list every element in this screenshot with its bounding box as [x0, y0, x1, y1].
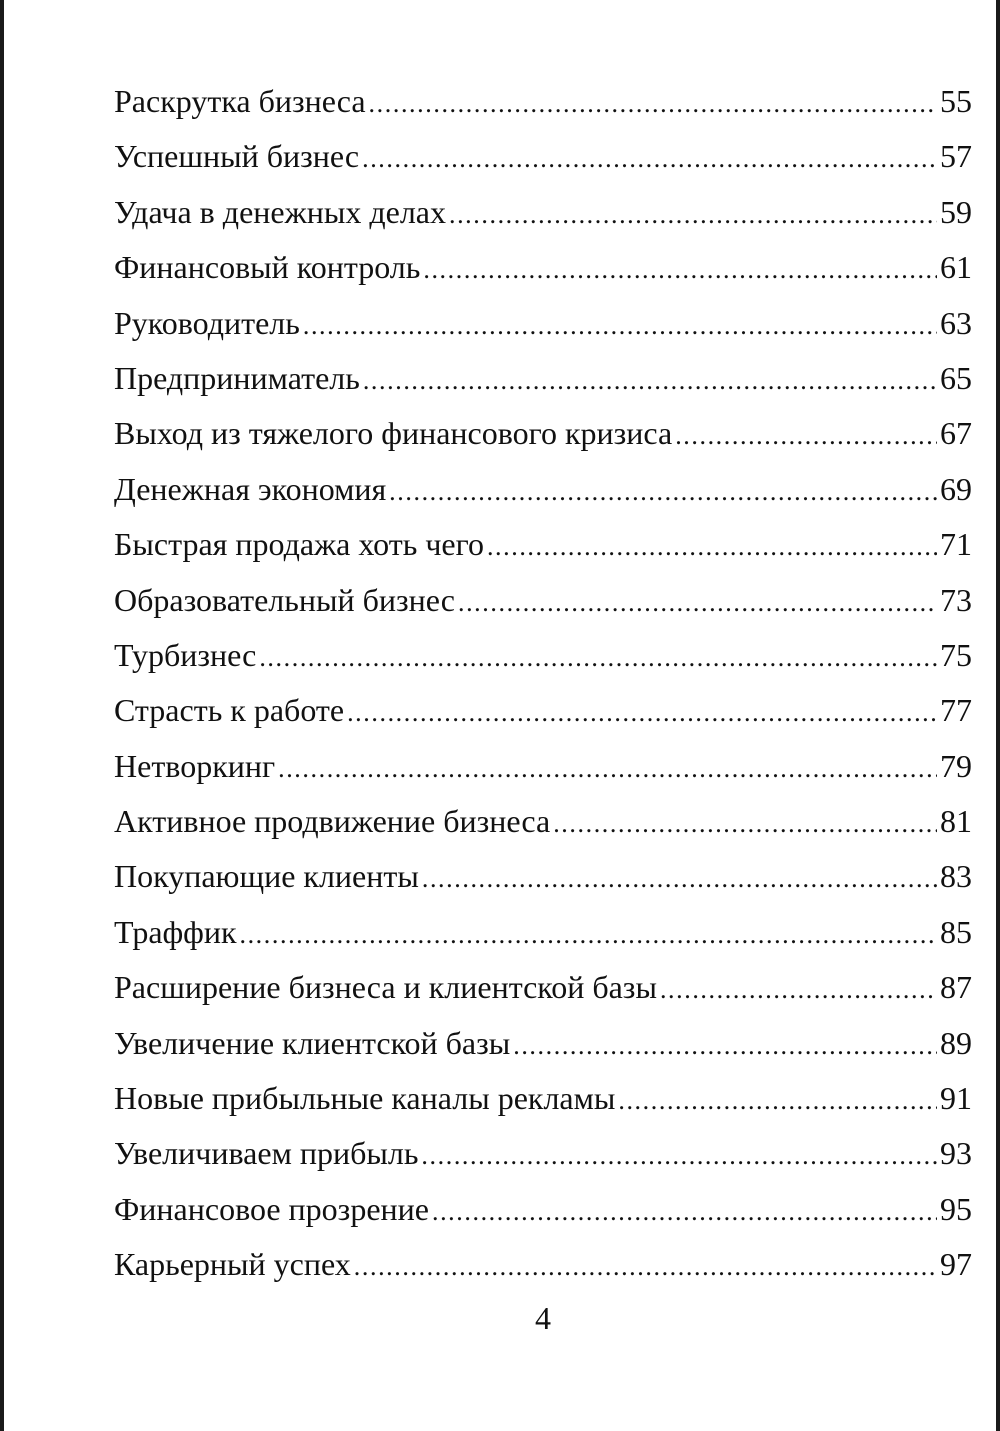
- toc-entry: [114, 905, 972, 960]
- toc-entry-title: Успешный бизнес: [114, 138, 360, 175]
- toc-entry-page: 95: [940, 1190, 972, 1227]
- toc-entry: [114, 240, 972, 295]
- toc-entry-page: 83: [940, 858, 972, 895]
- toc-entry-page: 73: [940, 581, 972, 618]
- toc-entry-page: 67: [940, 415, 972, 452]
- toc-entry: [114, 1182, 972, 1237]
- toc-entry-title: Руководитель: [114, 304, 300, 341]
- toc-entry-title: Турбизнес: [114, 636, 257, 673]
- toc-entry-title: Карьерный успех: [114, 1246, 351, 1283]
- scan-edge-right: [996, 0, 1000, 1431]
- toc-entry: [114, 406, 972, 461]
- toc-entry: [114, 794, 972, 849]
- scan-edge-left: [0, 0, 4, 1431]
- toc-entry-title: Денежная экономия: [114, 470, 387, 507]
- toc-entry-title: Предприниматель: [114, 359, 360, 396]
- toc-dot-leader: [347, 685, 937, 740]
- toc-dot-leader: [432, 1184, 937, 1239]
- toc-entry-title: Покупающие клиенты: [114, 858, 419, 895]
- toc-entry-title: Нетворкинг: [114, 747, 276, 784]
- toc-dot-leader: [553, 796, 937, 851]
- toc-entry-page: 75: [940, 636, 972, 673]
- toc-entry-page: 61: [940, 249, 972, 286]
- toc-entry-title: Новые прибыльные каналы рекламы: [114, 1080, 616, 1117]
- toc-entry-title: Активное продвижение бизнеса: [114, 803, 551, 840]
- toc-dot-leader: [363, 353, 937, 408]
- toc-entry-page: 79: [940, 747, 972, 784]
- toc-entry-title: Расширение бизнеса и клиентской базы: [114, 969, 657, 1006]
- toc-dot-leader: [259, 630, 937, 685]
- toc-dot-leader: [458, 575, 937, 630]
- toc-entry-title: Выход из тяжелого финансового кризиса: [114, 415, 673, 452]
- toc-entry-page: 59: [940, 193, 972, 230]
- toc-entry-title: Финансовое прозрение: [114, 1190, 429, 1227]
- toc-entry: [114, 628, 972, 683]
- toc-entry-title: Увеличиваем прибыль: [114, 1135, 419, 1172]
- toc-dot-leader: [389, 464, 937, 519]
- toc-dot-leader: [369, 76, 937, 131]
- toc-dot-leader: [354, 1239, 937, 1294]
- toc-entry-page: 65: [940, 359, 972, 396]
- toc-dot-leader: [618, 1073, 937, 1128]
- toc-entry: [114, 296, 972, 351]
- toc-entry: [114, 1016, 972, 1071]
- toc-entry-page: 97: [940, 1246, 972, 1283]
- toc-entry-page: 93: [940, 1135, 972, 1172]
- toc-dot-leader: [421, 1128, 937, 1183]
- toc-entry: [114, 1237, 972, 1292]
- toc-dot-leader: [513, 1018, 937, 1073]
- toc-entry-title: Быстрая продажа хоть чего: [114, 526, 484, 563]
- toc-entry: [114, 517, 972, 572]
- toc-entry-page: 85: [940, 913, 972, 950]
- toc-entry: [114, 462, 972, 517]
- toc-entry: [114, 1071, 972, 1126]
- toc-entry-title: Удача в денежных делах: [114, 193, 446, 230]
- toc-dot-leader: [303, 298, 937, 353]
- toc-entry-page: 81: [940, 803, 972, 840]
- toc-entry-page: 71: [940, 526, 972, 563]
- toc-entry: [114, 185, 972, 240]
- page-number: 4: [535, 1300, 551, 1336]
- toc-dot-leader: [449, 187, 937, 242]
- toc-entry-title: Увеличение клиентской базы: [114, 1024, 511, 1061]
- toc-entry-page: 87: [940, 969, 972, 1006]
- toc-entry-title: Финансовый контроль: [114, 249, 421, 286]
- toc-entry: [114, 129, 972, 184]
- toc-dot-leader: [675, 408, 937, 463]
- toc-entry-title: Страсть к работе: [114, 692, 345, 729]
- toc-entry: [114, 573, 972, 628]
- toc-entry-title: Образовательный бизнес: [114, 581, 455, 618]
- toc-dot-leader: [487, 519, 937, 574]
- toc-entry-page: 63: [940, 304, 972, 341]
- toc-entry: [114, 351, 972, 406]
- toc-entry: [114, 960, 972, 1015]
- toc-dot-leader: [423, 242, 937, 297]
- toc-dot-leader: [660, 962, 937, 1017]
- toc-entry-page: 55: [940, 83, 972, 119]
- toc-dot-leader: [422, 851, 937, 906]
- toc-entry: [114, 849, 972, 904]
- toc-entry: [114, 1126, 972, 1181]
- toc-entry-page: 57: [940, 138, 972, 175]
- toc-dot-leader: [362, 131, 937, 186]
- toc-entry-title: Траффик: [114, 913, 237, 950]
- toc-entry: [114, 74, 972, 129]
- table-of-contents: [114, 74, 972, 1293]
- toc-entry-title: Раскрутка бизнеса: [114, 83, 366, 119]
- toc-dot-leader: [239, 907, 937, 962]
- toc-entry: [114, 683, 972, 738]
- toc-entry-page: 77: [940, 692, 972, 729]
- toc-entry: [114, 739, 972, 794]
- toc-entry-page: 69: [940, 470, 972, 507]
- toc-entry-page: 91: [940, 1080, 972, 1117]
- toc-entry-page: 89: [940, 1024, 972, 1061]
- toc-dot-leader: [278, 741, 937, 796]
